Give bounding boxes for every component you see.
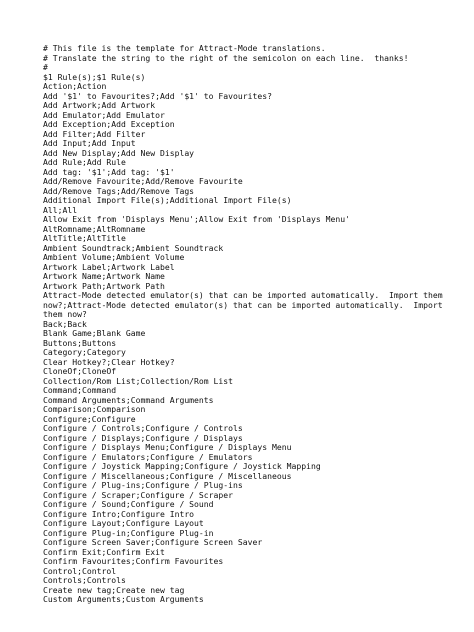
document-line: now?;Attract-Mode detected emulator(s) that can be imported automatically. Import (43, 299, 443, 310)
document-line: Add New Display;Add New Display (43, 147, 195, 158)
document-line: them now? (43, 309, 87, 319)
document-line: Add tag: '$1';Add tag: '$1' (43, 166, 175, 177)
document-line: Add Filter;Add Filter (43, 128, 146, 139)
document-line: AltRomname;AltRomname (43, 223, 146, 234)
document-line: Comparison;Comparison (43, 404, 146, 414)
document-line: Collection/Rom List;Collection/Rom List (43, 375, 234, 386)
document-line: Configure / Controls;Configure / Controls (43, 423, 243, 433)
document-line: Configure / Joystick Mapping;Configure / Joystick Mapping (43, 461, 321, 471)
document-line: Confirm Favourites;Confirm Favourites (43, 556, 224, 566)
document-line: Allow Exit from 'Displays Menu';Allow Exit from 'Displays Menu' (43, 214, 350, 224)
document-line: Ambient Soundtrack;Ambient Soundtrack (43, 242, 224, 253)
document-line: Artwork Name;Artwork Name (43, 271, 165, 281)
document-line: All;All (43, 204, 78, 215)
document-line: Buttons;Buttons (43, 337, 117, 348)
document-line: Ambient Volume;Ambient Volume (43, 252, 185, 262)
document-line: Controls;Controls (43, 575, 126, 585)
document-line: Create new tag;Create new tag (43, 584, 185, 595)
document-line: Add Artwork;Add Artwork (43, 100, 156, 110)
document-line: Custom Arguments;Custom Arguments (43, 594, 204, 604)
document-line: Clear Hotkey?;Clear Hotkey? (43, 356, 175, 367)
document-line: Control;Control (43, 565, 117, 576)
document-line: Command Arguments;Command Arguments (43, 394, 214, 405)
document-line: Additional Import File(s);Additional Import File(s) (43, 195, 292, 205)
document-line: Back;Back (43, 318, 87, 329)
document-line: Command;Command (43, 385, 117, 395)
document-line: Attract-Mode detected emulator(s) that can be imported automatically. Import them (43, 290, 443, 300)
document-line: Configure / Emulators;Configure / Emulators (43, 451, 253, 462)
document-line: Configure / Sound;Configure / Sound (43, 499, 214, 509)
document-line: Add Emulator;Add Emulator (43, 109, 165, 120)
document-line: Configure Plug-in;Configure Plug-in (43, 527, 214, 538)
document-line: Add Rule;Add Rule (43, 157, 126, 167)
document-line: Configure / Displays Menu;Configure / Displays Menu (43, 442, 292, 452)
document-line: Category;Category (43, 347, 126, 357)
document-line: Blank Game;Blank Game (43, 328, 146, 338)
document-text (43, 44, 463, 605)
document-line: AltTitle;AltTitle (43, 233, 126, 243)
document-line: Add/Remove Favourite;Add/Remove Favourite (43, 176, 243, 186)
document-line: Add '$1' to Favourites?;Add '$1' to Favourites? (43, 90, 273, 101)
document-line: Configure Layout;Configure Layout (43, 518, 204, 528)
document-line: Configure / Plug-ins;Configure / Plug-ins (43, 480, 243, 490)
document-line: Configure Intro;Configure Intro (43, 508, 195, 519)
document-line: Add/Remove Tags;Add/Remove Tags (43, 185, 195, 196)
document-line: Configure / Displays;Configure / Displays (43, 432, 243, 443)
document-line: Confirm Exit;Confirm Exit (43, 546, 165, 557)
document-line: Configure / Miscellaneous;Configure / Miscellaneous (43, 470, 292, 481)
document-line: Action;Action (43, 81, 107, 91)
document-line: CloneOf;CloneOf (43, 366, 117, 376)
document-line: # Translate the string to the right of the semicolon on each line. thanks! (43, 52, 409, 63)
document-line: Configure Screen Saver;Configure Screen Saver (43, 537, 263, 547)
document-line: Add Exception;Add Exception (43, 119, 175, 129)
document-line: Artwork Path;Artwork Path (43, 280, 165, 291)
document-line: Configure / Scraper;Configure / Scraper (43, 489, 234, 500)
document-line: Artwork Label;Artwork Label (43, 261, 175, 272)
document-line: # This file is the template for Attract-Mode translations. (43, 43, 326, 53)
document-line: Configure;Configure (43, 413, 136, 424)
document-line: # (43, 62, 48, 72)
document-line: $1 Rule(s);$1 Rule(s) (43, 71, 146, 82)
document-line: Add Input;Add Input (43, 138, 136, 148)
